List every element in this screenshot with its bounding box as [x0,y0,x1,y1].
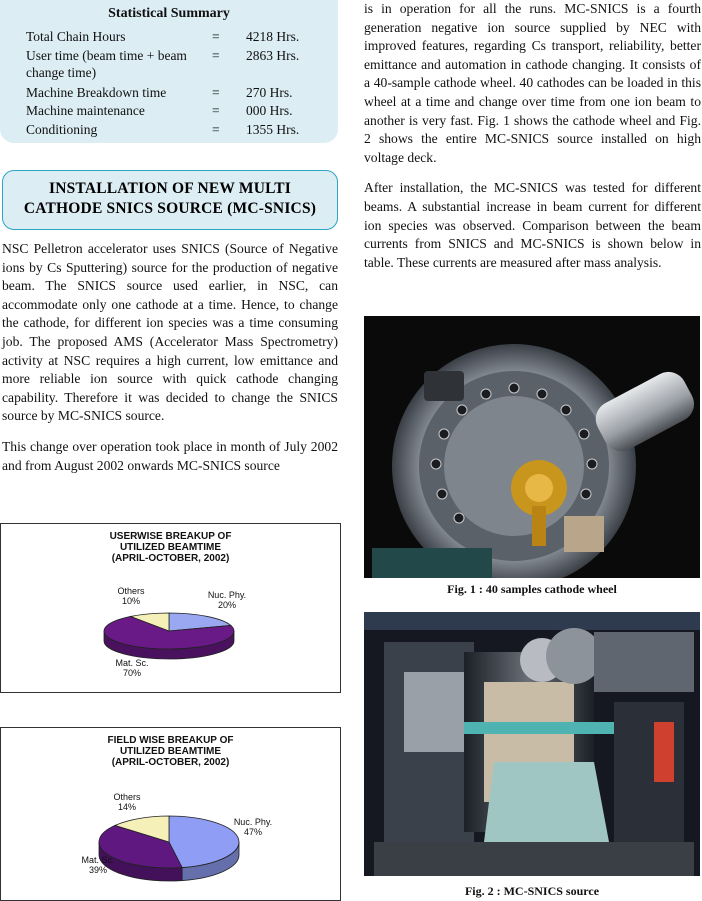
paragraph: This change over operation took place in month of July 2002 and from August 2002 onwards MC-SNICS source [2,438,338,473]
chart-title: USERWISE BREAKUP OF UTILIZED BEAMTIME (APRIL-OCTOBER, 2002) [109,531,232,564]
paragraph: After installation, the MC-SNICS was tested for different beams. A substantial increase in beam current for different ion species was observed. Comparison between the beam currents from SNICS and MC-SNICS is shown below in table. These currents are measured after mass analysis. [364,180,701,270]
slice-label-nuc-phy: Nuc. Phy. 20% [207,590,247,610]
figure-1-photo [364,316,700,578]
pie-svg [1,728,340,900]
mc-snics-source-image [364,612,700,876]
summary-title: Statistical Summary [108,6,230,21]
figure-2-photo [364,612,700,876]
left-column-text [2,240,338,475]
slice-label-mat-sc: Mat. Sc. 70% [115,658,149,678]
statistical-summary: Statistical Summary Total Chain Hours = 4218 Hrs. User time (beam time + beam change time) = 2863 Hrs. Machine Breakdown time = 270 Hrs. Machine maintenance = 000 Hrs. Conditioning = 1355 Hrs. [0,0,338,143]
paragraph: NSC Pelletron accelerator uses SNICS (Source of Negative ions by Cs Sputtering) source for the production of negative beam. The SNICS source used earlier, in NSC, can accommodate only one cathode at a time. Hence, to change the cathode, for different ion species was a time consuming job. The proposed AMS (Accelerator Mass Spectrometry) activity at NSC requires a high current, low emittance and more reliable ion source with quick cathode changing capability. Therefore it was decided to change the SNICS source by MC-SNICS source. [2,241,338,424]
slice-label-others: Others 10% [117,586,145,606]
cathode-wheel-image [364,316,700,578]
slice-label-nuc-phy: Nuc. Phy. 47% [233,817,273,837]
slice-label-others: Others 14% [113,792,141,812]
pie-chart-fieldwise [0,727,341,901]
section-heading [2,170,338,230]
figure-2-caption: Fig. 2 : MC-SNICS source [464,884,600,898]
figure-1-caption: Fig. 1 : 40 samples cathode wheel [447,582,617,596]
section-title: INSTALLATION OF NEW MULTI CATHODE SNICS SOURCE (MC-SNICS) [23,180,317,217]
pie-svg [1,524,340,692]
pie-chart-userwise [0,523,341,693]
chart-title: FIELD WISE BREAKUP OF UTILIZED BEAMTIME (APRIL-OCTOBER, 2002) [107,735,234,768]
paragraph: is in operation for all the runs. MC-SNICS is a fourth generation negative ion source supplied by NEC with improved features, regarding Cs transport, reliability, better emittance and automation in cathode changing. It consists of a 40-sample cathode wheel. 40 cathodes can be loaded in this wheel at a time and change over time from one ion beam to another is very fast. Fig. 1 shows the cathode wheel and Fig. 2 shows the entire MC-SNICS source installed on high voltage deck. [364,1,701,165]
slice-label-mat-sc: Mat. Sc. 39% [81,855,115,875]
right-column-text [364,0,701,272]
